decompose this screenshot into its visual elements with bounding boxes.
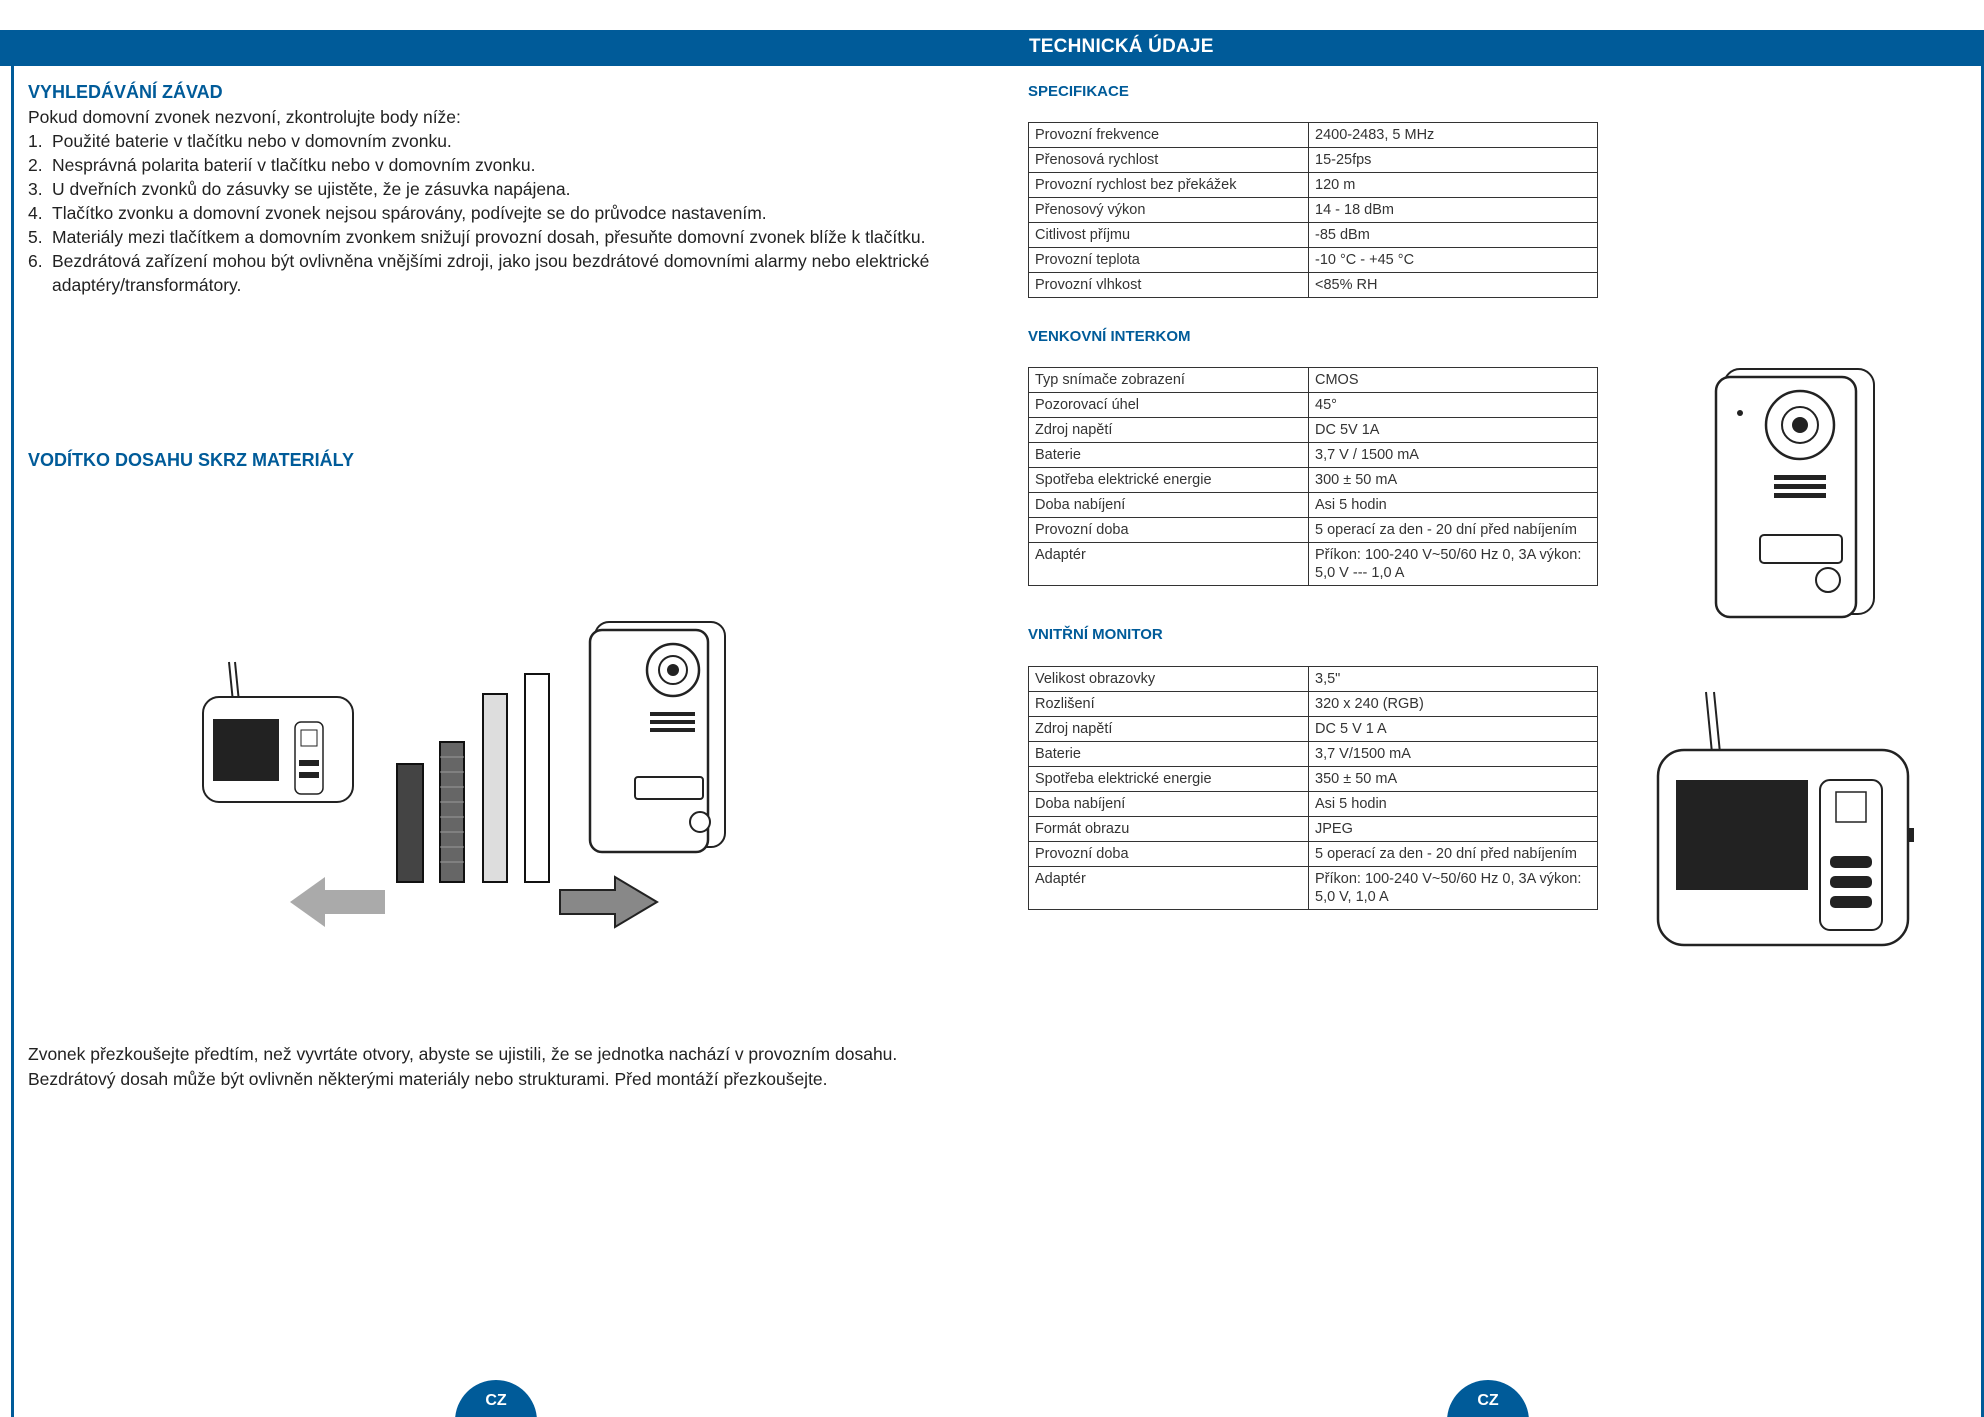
troubleshooting-intro: Pokud domovní zvonek nezvoní, zkontrolujte body níže:: [28, 107, 461, 127]
spec-value: 14 - 18 dBm: [1309, 198, 1598, 223]
range-illustration: [195, 612, 755, 942]
table-row: [1029, 223, 1598, 248]
spec-label: Doba nabíjení: [1029, 493, 1309, 518]
outdoor-title: VENKOVNÍ INTERKOM: [1028, 328, 1191, 345]
spec-label: Spotřeba elektrické energie: [1029, 767, 1309, 792]
spec-value: -85 dBm: [1309, 223, 1598, 248]
spec-label: Provozní rychlost bez překážek: [1029, 173, 1309, 198]
troubleshooting-item: [28, 153, 978, 177]
material-walls: [397, 674, 549, 882]
troubleshooting-item: [28, 249, 978, 297]
spec-label: Provozní teplota: [1029, 248, 1309, 273]
item-text: Nesprávná polarita baterií v tlačítku nebo v domovním zvonku.: [52, 155, 536, 175]
spec-label: Typ snímače zobrazení: [1029, 368, 1309, 393]
indoor-title: VNITŘNÍ MONITOR: [1028, 626, 1163, 643]
table-row: [1029, 543, 1598, 586]
spec-value: 3,7 V / 1500 mA: [1309, 443, 1598, 468]
spec-label: Doba nabíjení: [1029, 792, 1309, 817]
spec-label: Formát obrazu: [1029, 817, 1309, 842]
table-row: [1029, 148, 1598, 173]
spec-label: Baterie: [1029, 443, 1309, 468]
spec-value: Asi 5 hodin: [1309, 792, 1598, 817]
indoor-table: [1028, 666, 1598, 910]
troubleshooting-item: [28, 201, 978, 225]
spec-value: 15-25fps: [1309, 148, 1598, 173]
spec-label: Adaptér: [1029, 543, 1309, 586]
spec-value: 120 m: [1309, 173, 1598, 198]
item-text: Použité baterie v tlačítku nebo v domovním zvonku.: [52, 131, 452, 151]
spec-value: 3,5": [1309, 667, 1598, 692]
spec-label: Velikost obrazovky: [1029, 667, 1309, 692]
right-page-marker: CZ: [1447, 1380, 1529, 1417]
table-row: [1029, 248, 1598, 273]
specs-title: SPECIFIKACE: [1028, 83, 1129, 100]
range-guide-note: [28, 1042, 897, 1092]
table-row: [1029, 393, 1598, 418]
arrow-left-icon: [290, 877, 385, 927]
arrow-right-icon: [560, 877, 657, 927]
table-row: [1029, 273, 1598, 298]
left-page-marker: CZ: [455, 1380, 537, 1417]
spec-value: JPEG: [1309, 817, 1598, 842]
item-number: 2.: [28, 155, 43, 175]
troubleshooting-item: [28, 225, 978, 249]
table-row: [1029, 817, 1598, 842]
header-title: TECHNICKÁ ÚDAJE: [1029, 36, 1214, 57]
spec-value: 300 ± 50 mA: [1309, 468, 1598, 493]
item-number: 6.: [28, 251, 43, 271]
table-row: [1029, 198, 1598, 223]
left-page-border: [11, 66, 14, 1417]
item-number: 5.: [28, 227, 43, 247]
spec-label: Citlivost příjmu: [1029, 223, 1309, 248]
specs-table: [1028, 122, 1598, 298]
item-number: 1.: [28, 131, 43, 151]
table-row: [1029, 742, 1598, 767]
troubleshooting-list: [28, 129, 978, 297]
table-row: [1029, 867, 1598, 910]
header-band: [0, 30, 1984, 66]
spec-label: Provozní doba: [1029, 518, 1309, 543]
table-row: [1029, 368, 1598, 393]
spec-label: Adaptér: [1029, 867, 1309, 910]
spec-value: DC 5 V 1 A: [1309, 717, 1598, 742]
spec-label: Provozní frekvence: [1029, 123, 1309, 148]
item-text: U dveřních zvonků do zásuvky se ujistěte, že je zásuvka napájena.: [52, 179, 571, 199]
table-row: [1029, 792, 1598, 817]
outdoor-unit-drawing: [590, 622, 725, 852]
range-guide-note-line2: Bezdrátový dosah může být ovlivněn některými materiály nebo strukturami. Před montáží přezkoušejte.: [28, 1069, 828, 1089]
range-guide-title: VODÍTKO DOSAHU SKRZ MATERIÁLY: [28, 450, 355, 470]
troubleshooting-item: [28, 177, 978, 201]
outdoor-unit-illustration: [1710, 365, 1880, 625]
spec-value: Asi 5 hodin: [1309, 493, 1598, 518]
table-row: [1029, 717, 1598, 742]
spec-label: Rozlišení: [1029, 692, 1309, 717]
spec-value: 2400-2483, 5 MHz: [1309, 123, 1598, 148]
outdoor-table: [1028, 367, 1598, 586]
spec-label: Přenosová rychlost: [1029, 148, 1309, 173]
spec-label: Baterie: [1029, 742, 1309, 767]
spec-value: Příkon: 100-240 V~50/60 Hz 0, 3A výkon: 5,0 V, 1,0 A: [1309, 867, 1598, 910]
spec-value: 3,7 V/1500 mA: [1309, 742, 1598, 767]
spec-value: 320 x 240 (RGB): [1309, 692, 1598, 717]
table-row: [1029, 493, 1598, 518]
spec-label: Provozní doba: [1029, 842, 1309, 867]
spec-value: 5 operací za den - 20 dní před nabíjením: [1309, 518, 1598, 543]
item-text: Bezdrátová zařízení mohou být ovlivněna vnějšími zdroji, jako jsou bezdrátové domovními alarmy nebo elektrické adaptéry/transformátory.: [52, 251, 930, 295]
table-row: [1029, 518, 1598, 543]
spec-label: Zdroj napětí: [1029, 717, 1309, 742]
item-number: 3.: [28, 179, 43, 199]
table-row: [1029, 767, 1598, 792]
spec-value: 45°: [1309, 393, 1598, 418]
spec-value: CMOS: [1309, 368, 1598, 393]
table-row: [1029, 418, 1598, 443]
spec-value: DC 5V 1A: [1309, 418, 1598, 443]
spec-label: Zdroj napětí: [1029, 418, 1309, 443]
spec-value: 350 ± 50 mA: [1309, 767, 1598, 792]
spec-value: 5 operací za den - 20 dní před nabíjením: [1309, 842, 1598, 867]
spec-value: Příkon: 100-240 V~50/60 Hz 0, 3A výkon: 5,0 V --- 1,0 A: [1309, 543, 1598, 586]
item-text: Materiály mezi tlačítkem a domovním zvonkem snižují provozní dosah, přesuňte domovní zvonek blíže k tlačítku.: [52, 227, 926, 247]
table-row: [1029, 468, 1598, 493]
table-row: [1029, 692, 1598, 717]
table-row: [1029, 443, 1598, 468]
table-row: [1029, 123, 1598, 148]
spec-label: Provozní vlhkost: [1029, 273, 1309, 298]
spec-label: Spotřeba elektrické energie: [1029, 468, 1309, 493]
troubleshooting-title: VYHLEDÁVÁNÍ ZÁVAD: [28, 82, 223, 102]
table-row: [1029, 173, 1598, 198]
table-row: [1029, 842, 1598, 867]
troubleshooting-item: [28, 129, 978, 153]
range-guide-note-line1: Zvonek přezkoušejte předtím, než vyvrtáte otvory, abyste se ujistili, že se jednotka nachází v provozním dosahu.: [28, 1044, 898, 1064]
table-row: [1029, 667, 1598, 692]
spec-value: <85% RH: [1309, 273, 1598, 298]
item-number: 4.: [28, 203, 43, 223]
indoor-monitor-drawing: [203, 662, 353, 802]
spec-label: Pozorovací úhel: [1029, 393, 1309, 418]
spec-value: -10 °C - +45 °C: [1309, 248, 1598, 273]
spec-label: Přenosový výkon: [1029, 198, 1309, 223]
item-text: Tlačítko zvonku a domovní zvonek nejsou spárovány, podívejte se do průvodce nastavením.: [52, 203, 767, 223]
indoor-monitor-illustration: [1650, 688, 1920, 958]
